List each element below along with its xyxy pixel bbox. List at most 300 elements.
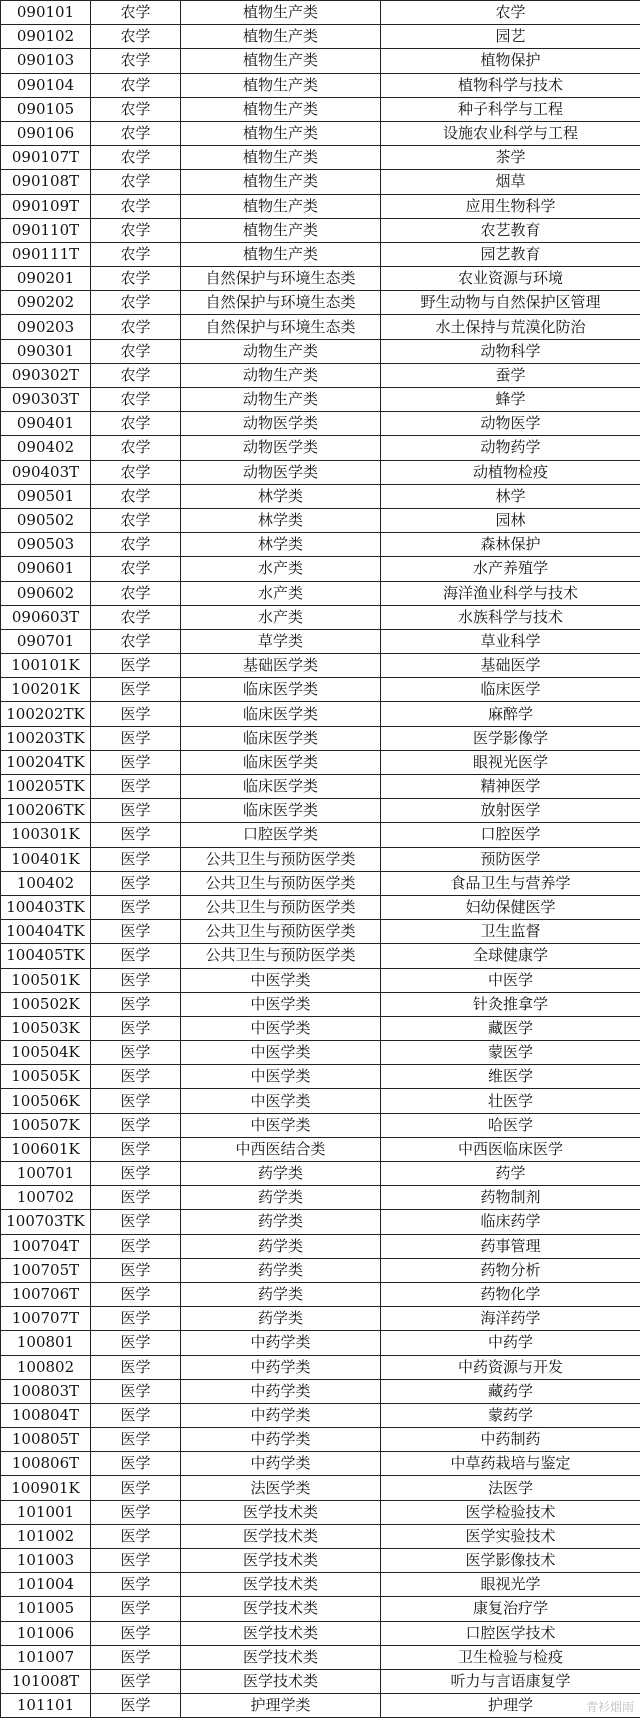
category-cell: 中医学类 [181, 992, 381, 1016]
table-row [1, 121, 640, 145]
code-cell: 090110T [1, 218, 91, 242]
table-row [1, 218, 640, 242]
code-cell: 100805T [1, 1428, 91, 1452]
table-row [1, 1234, 640, 1258]
discipline-cell: 医学 [91, 1452, 181, 1476]
code-cell: 090107T [1, 146, 91, 170]
category-cell: 植物生产类 [181, 1, 381, 25]
table-row [1, 1307, 640, 1331]
table-row [1, 1645, 640, 1669]
major-cell: 种子科学与工程 [381, 97, 640, 121]
table-row [1, 823, 640, 847]
discipline-cell: 医学 [91, 1669, 181, 1693]
category-cell: 临床医学类 [181, 799, 381, 823]
category-cell: 植物生产类 [181, 218, 381, 242]
code-cell: 101001 [1, 1500, 91, 1524]
table-row [1, 1524, 640, 1548]
major-cell: 中药资源与开发 [381, 1355, 640, 1379]
code-cell: 090111T [1, 242, 91, 266]
major-cell: 药物制剂 [381, 1186, 640, 1210]
major-cell: 卫生监督 [381, 920, 640, 944]
major-cell: 临床药学 [381, 1210, 640, 1234]
category-cell: 动物医学类 [181, 460, 381, 484]
category-cell: 中西医结合类 [181, 1137, 381, 1161]
major-cell: 园林 [381, 508, 640, 532]
table-row [1, 1016, 640, 1040]
discipline-cell: 农学 [91, 49, 181, 73]
table-row [1, 73, 640, 97]
major-cell: 烟草 [381, 170, 640, 194]
major-cell: 卫生检验与检疫 [381, 1645, 640, 1669]
discipline-cell: 医学 [91, 1428, 181, 1452]
major-cell: 口腔医学技术 [381, 1621, 640, 1645]
table-row [1, 1113, 640, 1137]
category-cell: 药学类 [181, 1162, 381, 1186]
major-cell: 妇幼保健医学 [381, 895, 640, 919]
table-row [1, 49, 640, 73]
major-cell: 园艺教育 [381, 242, 640, 266]
category-cell: 医学技术类 [181, 1669, 381, 1693]
discipline-cell: 医学 [91, 1210, 181, 1234]
code-cell: 100705T [1, 1258, 91, 1282]
major-cell: 中西医临床医学 [381, 1137, 640, 1161]
category-cell: 中医学类 [181, 1065, 381, 1089]
major-cell: 医学实验技术 [381, 1524, 640, 1548]
major-cell: 精神医学 [381, 775, 640, 799]
discipline-cell: 医学 [91, 1403, 181, 1427]
table-row [1, 170, 640, 194]
category-cell: 植物生产类 [181, 25, 381, 49]
discipline-cell: 农学 [91, 605, 181, 629]
major-cell: 蒙药学 [381, 1403, 640, 1427]
discipline-cell: 农学 [91, 170, 181, 194]
discipline-cell: 医学 [91, 1500, 181, 1524]
category-cell: 水产类 [181, 605, 381, 629]
code-cell: 101002 [1, 1524, 91, 1548]
major-cell: 医学影像学 [381, 726, 640, 750]
discipline-cell: 医学 [91, 1573, 181, 1597]
major-cell: 海洋药学 [381, 1307, 640, 1331]
code-cell: 100205TK [1, 775, 91, 799]
category-cell: 动物医学类 [181, 412, 381, 436]
major-cell: 临床医学 [381, 678, 640, 702]
code-cell: 101004 [1, 1573, 91, 1597]
table-row [1, 484, 640, 508]
watermark: 青衫烟雨 [586, 1698, 634, 1715]
discipline-cell: 农学 [91, 25, 181, 49]
discipline-cell: 医学 [91, 823, 181, 847]
major-cell: 藏医学 [381, 1016, 640, 1040]
table-row [1, 533, 640, 557]
discipline-cell: 医学 [91, 895, 181, 919]
category-cell: 林学类 [181, 484, 381, 508]
category-cell: 中药学类 [181, 1355, 381, 1379]
table-row [1, 1, 640, 25]
table-row [1, 847, 640, 871]
discipline-cell: 医学 [91, 944, 181, 968]
discipline-cell: 医学 [91, 1694, 181, 1718]
category-cell: 医学技术类 [181, 1500, 381, 1524]
category-cell: 中医学类 [181, 1041, 381, 1065]
code-cell: 100802 [1, 1355, 91, 1379]
code-cell: 090108T [1, 170, 91, 194]
table-row [1, 25, 640, 49]
category-cell: 医学技术类 [181, 1645, 381, 1669]
major-cell: 茶学 [381, 146, 640, 170]
discipline-cell: 医学 [91, 1476, 181, 1500]
table-row [1, 1162, 640, 1186]
discipline-cell: 医学 [91, 1041, 181, 1065]
major-cell: 动植物检疫 [381, 460, 640, 484]
discipline-cell: 农学 [91, 508, 181, 532]
code-cell: 100401K [1, 847, 91, 871]
discipline-cell: 医学 [91, 1549, 181, 1573]
category-cell: 公共卫生与预防医学类 [181, 920, 381, 944]
major-cell: 壮医学 [381, 1089, 640, 1113]
category-cell: 药学类 [181, 1307, 381, 1331]
category-cell: 植物生产类 [181, 97, 381, 121]
table-row [1, 775, 640, 799]
table-row [1, 629, 640, 653]
discipline-cell: 医学 [91, 847, 181, 871]
category-cell: 水产类 [181, 581, 381, 605]
major-cell: 水土保持与荒漠化防治 [381, 315, 640, 339]
code-cell: 100801 [1, 1331, 91, 1355]
code-cell: 100204TK [1, 750, 91, 774]
code-cell: 100502K [1, 992, 91, 1016]
category-cell: 临床医学类 [181, 775, 381, 799]
code-cell: 100203TK [1, 726, 91, 750]
code-cell: 090301 [1, 339, 91, 363]
major-cell: 农艺教育 [381, 218, 640, 242]
category-cell: 中药学类 [181, 1331, 381, 1355]
code-cell: 101003 [1, 1549, 91, 1573]
table-row [1, 1403, 640, 1427]
table-row [1, 1282, 640, 1306]
category-cell: 公共卫生与预防医学类 [181, 944, 381, 968]
category-cell: 法医学类 [181, 1476, 381, 1500]
table-row [1, 315, 640, 339]
major-cell: 农业资源与环境 [381, 267, 640, 291]
major-cell: 药学 [381, 1162, 640, 1186]
code-cell: 090501 [1, 484, 91, 508]
major-cell: 康复治疗学 [381, 1597, 640, 1621]
major-cell: 森林保护 [381, 533, 640, 557]
table-row [1, 726, 640, 750]
table-row [1, 944, 640, 968]
category-cell: 药学类 [181, 1258, 381, 1282]
code-cell: 101008T [1, 1669, 91, 1693]
discipline-cell: 医学 [91, 702, 181, 726]
discipline-cell: 农学 [91, 218, 181, 242]
category-cell: 中药学类 [181, 1452, 381, 1476]
category-cell: 中医学类 [181, 968, 381, 992]
table-row [1, 920, 640, 944]
category-cell: 医学技术类 [181, 1621, 381, 1645]
category-cell: 植物生产类 [181, 146, 381, 170]
discipline-cell: 医学 [91, 968, 181, 992]
table-row [1, 1621, 640, 1645]
code-cell: 090102 [1, 25, 91, 49]
code-cell: 100301K [1, 823, 91, 847]
category-cell: 中药学类 [181, 1428, 381, 1452]
discipline-cell: 医学 [91, 992, 181, 1016]
code-cell: 100804T [1, 1403, 91, 1427]
major-cell: 预防医学 [381, 847, 640, 871]
major-cell: 农学 [381, 1, 640, 25]
category-cell: 自然保护与环境生态类 [181, 315, 381, 339]
category-cell: 自然保护与环境生态类 [181, 291, 381, 315]
major-cell: 中草药栽培与鉴定 [381, 1452, 640, 1476]
category-cell: 动物生产类 [181, 363, 381, 387]
discipline-cell: 医学 [91, 1645, 181, 1669]
major-cell: 维医学 [381, 1065, 640, 1089]
category-cell: 药学类 [181, 1282, 381, 1306]
discipline-cell: 农学 [91, 557, 181, 581]
table-row [1, 678, 640, 702]
discipline-cell: 农学 [91, 242, 181, 266]
discipline-cell: 农学 [91, 388, 181, 412]
discipline-cell: 农学 [91, 194, 181, 218]
major-cell: 应用生物科学 [381, 194, 640, 218]
code-cell: 100505K [1, 1065, 91, 1089]
major-cell: 藏药学 [381, 1379, 640, 1403]
code-cell: 100404TK [1, 920, 91, 944]
category-cell: 植物生产类 [181, 194, 381, 218]
discipline-cell: 医学 [91, 1524, 181, 1548]
table-body [1, 1, 640, 1718]
category-cell: 植物生产类 [181, 49, 381, 73]
category-cell: 中药学类 [181, 1403, 381, 1427]
category-cell: 中医学类 [181, 1113, 381, 1137]
table-row [1, 339, 640, 363]
major-cell: 法医学 [381, 1476, 640, 1500]
code-cell: 100703TK [1, 1210, 91, 1234]
discipline-cell: 农学 [91, 533, 181, 557]
discipline-cell: 农学 [91, 121, 181, 145]
code-cell: 100701 [1, 1162, 91, 1186]
discipline-cell: 医学 [91, 1186, 181, 1210]
major-cell: 水族科学与技术 [381, 605, 640, 629]
discipline-cell: 医学 [91, 1234, 181, 1258]
code-cell: 090302T [1, 363, 91, 387]
major-cell: 针灸推拿学 [381, 992, 640, 1016]
table-row [1, 750, 640, 774]
discipline-cell: 医学 [91, 1065, 181, 1089]
code-cell: 090602 [1, 581, 91, 605]
table-row [1, 992, 640, 1016]
category-cell: 药学类 [181, 1234, 381, 1258]
code-cell: 100403TK [1, 895, 91, 919]
code-cell: 090601 [1, 557, 91, 581]
code-cell: 100706T [1, 1282, 91, 1306]
major-cell: 基础医学 [381, 654, 640, 678]
discipline-cell: 农学 [91, 339, 181, 363]
table-row [1, 1355, 640, 1379]
code-cell: 090202 [1, 291, 91, 315]
table-row [1, 1500, 640, 1524]
code-cell: 090603T [1, 605, 91, 629]
code-cell: 100601K [1, 1137, 91, 1161]
table-row [1, 508, 640, 532]
table-row [1, 1258, 640, 1282]
discipline-cell: 农学 [91, 73, 181, 97]
table-row [1, 267, 640, 291]
table-row [1, 1137, 640, 1161]
category-cell: 医学技术类 [181, 1573, 381, 1597]
discipline-cell: 医学 [91, 1379, 181, 1403]
category-cell: 动物生产类 [181, 339, 381, 363]
discipline-cell: 农学 [91, 315, 181, 339]
major-cell: 眼视光医学 [381, 750, 640, 774]
code-cell: 101007 [1, 1645, 91, 1669]
table-row [1, 1041, 640, 1065]
major-cell: 护理学 [381, 1694, 640, 1718]
major-cell: 海洋渔业科学与技术 [381, 581, 640, 605]
discipline-cell: 医学 [91, 750, 181, 774]
code-cell: 090701 [1, 629, 91, 653]
category-cell: 植物生产类 [181, 73, 381, 97]
code-cell: 100702 [1, 1186, 91, 1210]
discipline-cell: 农学 [91, 1, 181, 25]
category-cell: 口腔医学类 [181, 823, 381, 847]
category-cell: 动物医学类 [181, 436, 381, 460]
discipline-cell: 农学 [91, 412, 181, 436]
major-cell: 草业科学 [381, 629, 640, 653]
category-cell: 中医学类 [181, 1089, 381, 1113]
major-cell: 听力与言语康复学 [381, 1669, 640, 1693]
discipline-cell: 医学 [91, 678, 181, 702]
code-cell: 100206TK [1, 799, 91, 823]
major-cell: 全球健康学 [381, 944, 640, 968]
category-cell: 公共卫生与预防医学类 [181, 895, 381, 919]
category-cell: 水产类 [181, 557, 381, 581]
category-cell: 中医学类 [181, 1016, 381, 1040]
table-row [1, 1669, 640, 1693]
category-cell: 药学类 [181, 1186, 381, 1210]
table-row [1, 1597, 640, 1621]
major-cell: 动物药学 [381, 436, 640, 460]
discipline-cell: 医学 [91, 1089, 181, 1113]
code-cell: 100201K [1, 678, 91, 702]
code-cell: 090303T [1, 388, 91, 412]
table-row [1, 1452, 640, 1476]
major-cell: 中药学 [381, 1331, 640, 1355]
table-row [1, 654, 640, 678]
code-cell: 090201 [1, 267, 91, 291]
discipline-cell: 农学 [91, 97, 181, 121]
discipline-cell: 农学 [91, 484, 181, 508]
code-cell: 100501K [1, 968, 91, 992]
code-cell: 101005 [1, 1597, 91, 1621]
major-cell: 药物化学 [381, 1282, 640, 1306]
discipline-cell: 医学 [91, 1137, 181, 1161]
major-cell: 水产养殖学 [381, 557, 640, 581]
code-cell: 090503 [1, 533, 91, 557]
code-cell: 100504K [1, 1041, 91, 1065]
major-cell: 麻醉学 [381, 702, 640, 726]
code-cell: 100901K [1, 1476, 91, 1500]
table-row [1, 194, 640, 218]
category-cell: 临床医学类 [181, 726, 381, 750]
discipline-cell: 农学 [91, 291, 181, 315]
code-cell: 100101K [1, 654, 91, 678]
table-row [1, 605, 640, 629]
discipline-cell: 农学 [91, 436, 181, 460]
code-cell: 090203 [1, 315, 91, 339]
major-cell: 蒙医学 [381, 1041, 640, 1065]
major-cell: 眼视光学 [381, 1573, 640, 1597]
category-cell: 公共卫生与预防医学类 [181, 847, 381, 871]
code-cell: 100707T [1, 1307, 91, 1331]
major-cell: 植物保护 [381, 49, 640, 73]
table-row [1, 1379, 640, 1403]
table-row [1, 1476, 640, 1500]
major-cell: 蜂学 [381, 388, 640, 412]
major-cell: 哈医学 [381, 1113, 640, 1137]
category-cell: 林学类 [181, 508, 381, 532]
category-cell: 医学技术类 [181, 1524, 381, 1548]
code-cell: 090106 [1, 121, 91, 145]
discipline-cell: 医学 [91, 1307, 181, 1331]
discipline-cell: 医学 [91, 726, 181, 750]
code-cell: 100405TK [1, 944, 91, 968]
discipline-cell: 农学 [91, 267, 181, 291]
discipline-cell: 医学 [91, 1113, 181, 1137]
code-cell: 101101 [1, 1694, 91, 1718]
code-cell: 100806T [1, 1452, 91, 1476]
table-row [1, 1549, 640, 1573]
category-cell: 药学类 [181, 1210, 381, 1234]
discipline-cell: 农学 [91, 581, 181, 605]
table-row [1, 1210, 640, 1234]
code-cell: 090401 [1, 412, 91, 436]
table-row [1, 1331, 640, 1355]
category-cell: 基础医学类 [181, 654, 381, 678]
table-row [1, 1573, 640, 1597]
table-row [1, 460, 640, 484]
discipline-cell: 医学 [91, 1162, 181, 1186]
table-row [1, 436, 640, 460]
table-row [1, 97, 640, 121]
code-cell: 100704T [1, 1234, 91, 1258]
category-cell: 植物生产类 [181, 170, 381, 194]
category-cell: 临床医学类 [181, 750, 381, 774]
category-cell: 医学技术类 [181, 1549, 381, 1573]
major-cell: 动物医学 [381, 412, 640, 436]
code-cell: 090103 [1, 49, 91, 73]
category-cell: 临床医学类 [181, 702, 381, 726]
table-row [1, 412, 640, 436]
discipline-cell: 医学 [91, 1258, 181, 1282]
table-row [1, 581, 640, 605]
table-row [1, 1089, 640, 1113]
discipline-cell: 农学 [91, 363, 181, 387]
table-row [1, 146, 640, 170]
category-cell: 医学技术类 [181, 1597, 381, 1621]
table-row [1, 702, 640, 726]
category-cell: 植物生产类 [181, 121, 381, 145]
table-row [1, 799, 640, 823]
category-cell: 动物生产类 [181, 388, 381, 412]
code-cell: 100402 [1, 871, 91, 895]
table-row [1, 1065, 640, 1089]
category-cell: 自然保护与环境生态类 [181, 267, 381, 291]
discipline-cell: 医学 [91, 1355, 181, 1379]
table-row [1, 895, 640, 919]
major-cell: 植物科学与技术 [381, 73, 640, 97]
discipline-cell: 医学 [91, 1597, 181, 1621]
